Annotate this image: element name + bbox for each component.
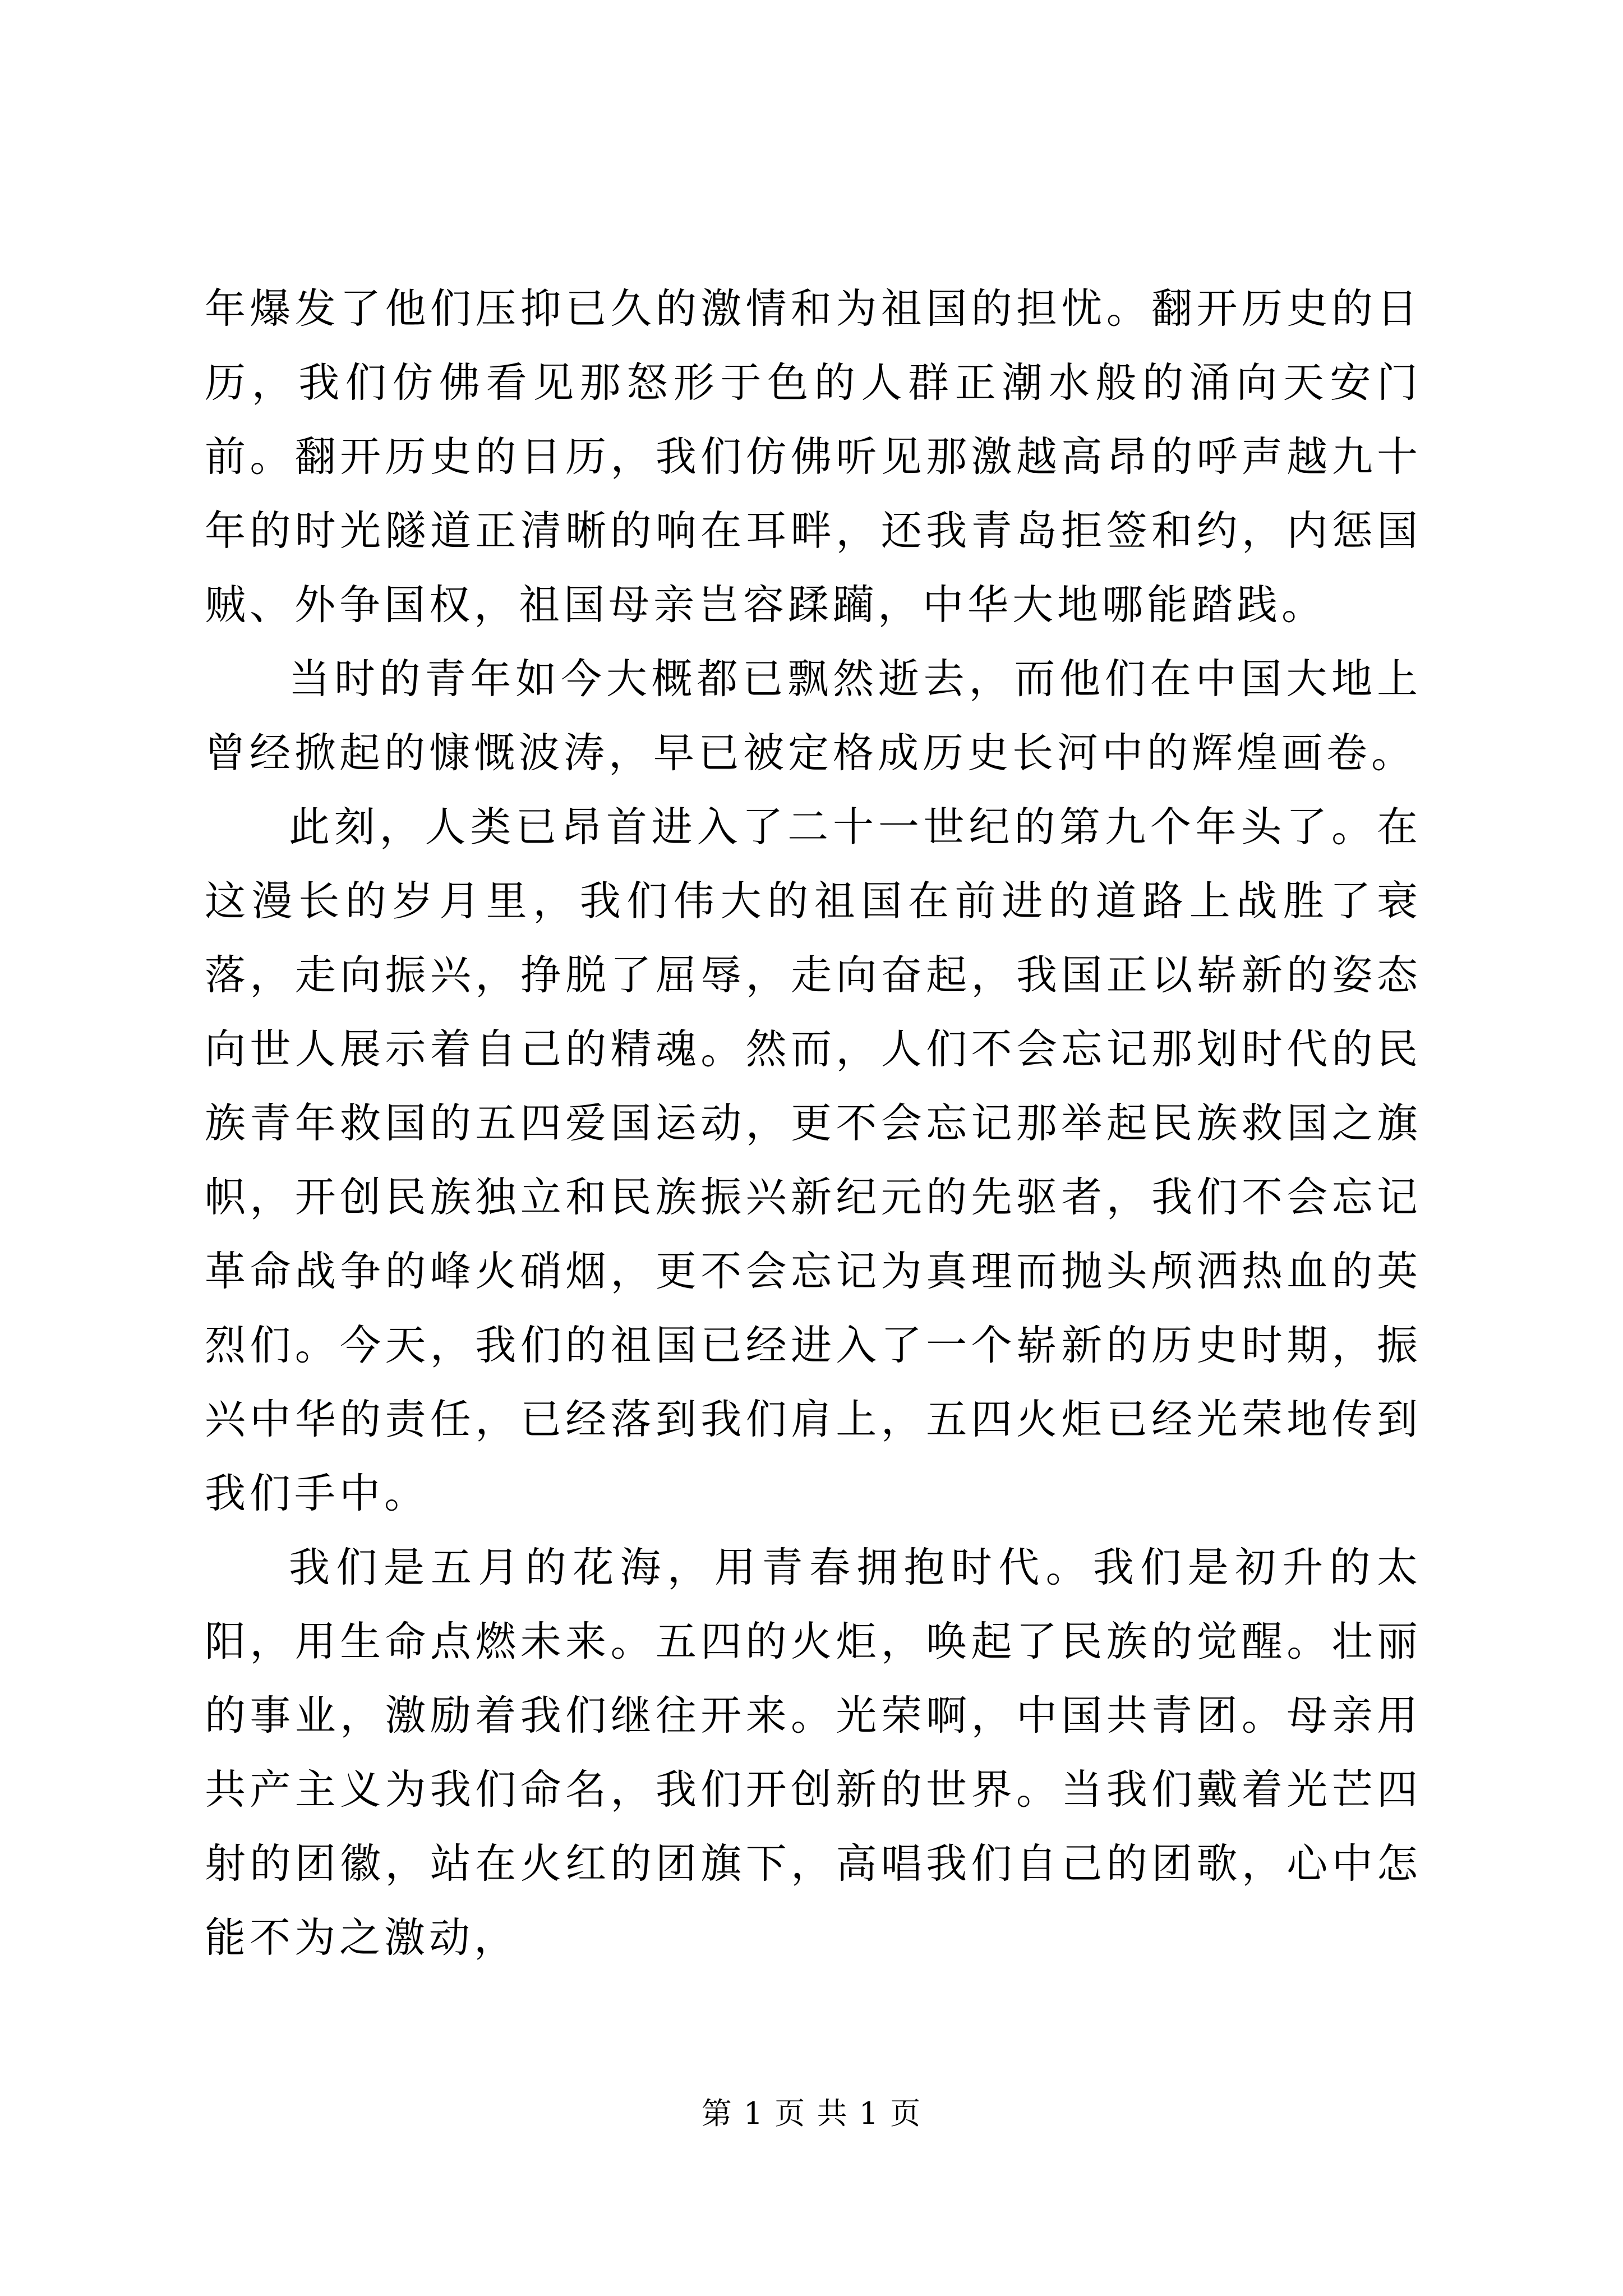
paragraph-3: 此刻，人类已昂首进入了二十一世纪的第九个年头了。在这漫长的岁月里，我们伟大的祖国在前进的道路上战胜了衰落，走向振兴，挣脱了屈辱，走向奋起，我国正以崭新的姿态向世人展示着自己的精魂。然而，人们不会忘记那划时代的民族青年救国的五四爱国运动，更不会忘记那举起民族救国之旗帜，开创民族独立和民族振兴新纪元的先驱者，我们不会忘记革命战争的峰火硝烟，更不会忘记为真理而抛头颅洒热血的英烈们。今天，我们的祖国已经进入了一个崭新的历史时期，振兴中华的责任，已经落到我们肩上，五四火炬已经光荣地传到我们手中。 — [205, 803, 1422, 1517]
document-body — [205, 272, 1422, 1975]
page-footer: 第 1 页 共 1 页 — [701, 2096, 922, 2131]
paragraph-2: 当时的青年如今大概都已飘然逝去，而他们在中国大地上曾经掀起的慷慨波涛，早已被定格成历史长河中的辉煌画卷。 — [205, 655, 1422, 777]
paragraph-4: 我们是五月的花海，用青春拥抱时代。我们是初升的太阳，用生命点燃未来。五四的火炬，唤起了民族的觉醒。壮丽的事业，激励着我们继往开来。光荣啊，中国共青团。母亲用共产主义为我们命名，我们开创新的世界。当我们戴着光芒四射的团徽，站在火红的团旗下，高唱我们自己的团歌，心中怎能不为之激动， — [205, 1544, 1422, 1962]
paragraph-1: 年爆发了他们压抑已久的激情和为祖国的担忧。翻开历史的日历，我们仿佛看见那怒形于色的人群正潮水般的涌向天安门前。翻开历史的日历，我们仿佛听见那激越高昂的呼声越九十年的时光隧道正清晰的响在耳畔，还我青岛拒签和约，内惩国贼、外争国权，祖国母亲岂容蹂躏，中华大地哪能踏践。 — [205, 285, 1422, 629]
